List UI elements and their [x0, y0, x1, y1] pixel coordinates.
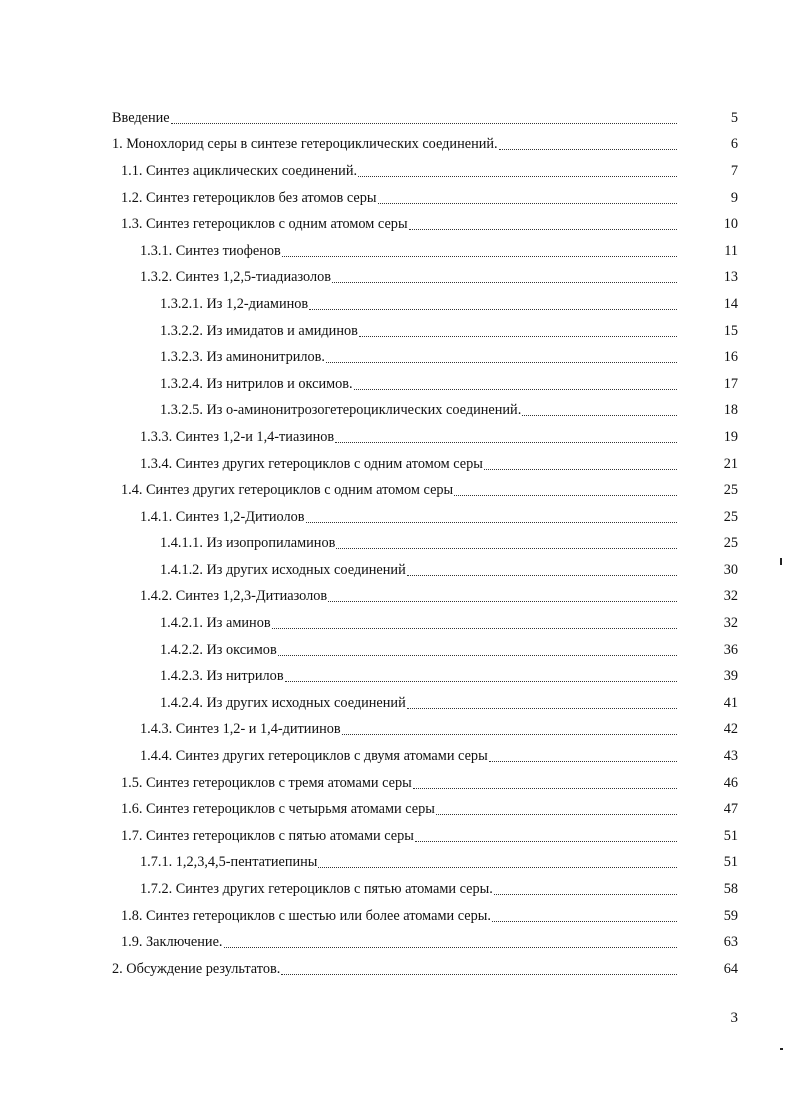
- toc-entry-title: 2. Обсуждение результатов.: [112, 960, 281, 977]
- toc-entry-page: 51: [723, 854, 738, 871]
- toc-entry-title: 1.8. Синтез гетероциклов с шестью или более атомами серы.: [121, 907, 491, 924]
- toc-entry-title: 1.3.2.4. Из нитрилов и оксимов.: [160, 375, 353, 392]
- toc-entry-title: 1. Монохлорид серы в синтезе гетероциклических соединений.: [112, 136, 498, 153]
- toc-entry-page: 63: [723, 934, 738, 951]
- table-of-contents: [0, 105, 796, 983]
- toc-entry-title: 1.4.2.3. Из нитрилов: [160, 668, 284, 685]
- page-number: 3: [730, 1010, 738, 1026]
- toc-entry-title: 1.3.1. Синтез тиофенов: [140, 242, 281, 259]
- toc-entry-page: 6: [730, 136, 738, 153]
- toc-entry: [0, 690, 796, 717]
- toc-entry-title: 1.7.1. 1,2,3,4,5-пентатиепины: [140, 854, 318, 871]
- toc-entry-page: 21: [723, 455, 738, 472]
- toc-entry: [0, 637, 796, 664]
- toc-entry-page: 64: [723, 960, 738, 977]
- scan-speck: [780, 558, 782, 565]
- toc-dot-leader: [328, 601, 677, 602]
- toc-entry: [0, 265, 796, 292]
- toc-entry: [0, 211, 796, 238]
- toc-entry: [0, 185, 796, 212]
- toc-entry-page: 42: [723, 721, 738, 738]
- toc-dot-leader: [492, 921, 677, 922]
- toc-dot-leader: [522, 415, 677, 416]
- toc-dot-leader: [415, 841, 677, 842]
- toc-entry-title: 1.3.4. Синтез других гетероциклов с одним атомом серы: [140, 455, 483, 472]
- toc-entry: [0, 956, 796, 983]
- toc-entry-page: 46: [723, 774, 738, 791]
- toc-entry: [0, 823, 796, 850]
- toc-dot-leader: [489, 761, 677, 762]
- toc-entry: [0, 477, 796, 504]
- toc-entry-page: 41: [723, 694, 738, 711]
- toc-dot-leader: [278, 655, 677, 656]
- toc-entry: [0, 743, 796, 770]
- toc-entry-title: Введение: [112, 109, 170, 126]
- toc-entry: [0, 584, 796, 611]
- toc-entry-title: 1.4.2.2. Из оксимов: [160, 641, 277, 658]
- toc-entry: [0, 876, 796, 903]
- toc-entry: [0, 344, 796, 371]
- toc-entry-title: 1.4.1.2. Из других исходных соединений: [160, 561, 406, 578]
- toc-dot-leader: [332, 282, 677, 283]
- toc-entry-title: 1.4.2.1. Из аминов: [160, 615, 271, 632]
- toc-entry: [0, 770, 796, 797]
- toc-entry-title: 1.4.4. Синтез других гетероциклов с двумя атомами серы: [140, 748, 488, 765]
- toc-entry: [0, 796, 796, 823]
- toc-entry-page: 58: [723, 881, 738, 898]
- toc-entry-title: 1.3.2.5. Из о-аминонитрозогетероциклических соединений.: [160, 402, 522, 419]
- toc-dot-leader: [318, 867, 677, 868]
- toc-entry-page: 5: [730, 109, 738, 126]
- toc-entry-page: 39: [723, 668, 738, 685]
- toc-entry: [0, 105, 796, 132]
- toc-entry-title: 1.4.1. Синтез 1,2-Дитиолов: [140, 508, 305, 525]
- toc-entry-page: 32: [723, 615, 738, 632]
- toc-entry-page: 25: [723, 482, 738, 499]
- toc-entry: [0, 850, 796, 877]
- toc-dot-leader: [272, 628, 677, 629]
- toc-entry: [0, 929, 796, 956]
- toc-entry-page: 36: [723, 641, 738, 658]
- toc-dot-leader: [359, 336, 677, 337]
- toc-dot-leader: [326, 362, 677, 363]
- toc-entry-page: 30: [723, 561, 738, 578]
- toc-entry: [0, 238, 796, 265]
- toc-entry-page: 13: [723, 269, 738, 286]
- toc-dot-leader: [499, 149, 677, 150]
- toc-entry-page: 17: [723, 375, 738, 392]
- scan-speck: [780, 1048, 783, 1050]
- toc-entry: [0, 610, 796, 637]
- toc-entry-page: 32: [723, 588, 738, 605]
- toc-entry-page: 11: [724, 242, 738, 259]
- toc-dot-leader: [407, 708, 677, 709]
- toc-entry-page: 25: [723, 535, 738, 552]
- toc-entry-page: 18: [723, 402, 738, 419]
- toc-entry: [0, 398, 796, 425]
- toc-entry-title: 1.3.2. Синтез 1,2,5-тиадиазолов: [140, 269, 331, 286]
- toc-entry-title: 1.1. Синтез ациклических соединений.: [121, 162, 358, 179]
- toc-entry: [0, 504, 796, 531]
- toc-dot-leader: [436, 814, 677, 815]
- toc-entry: [0, 318, 796, 345]
- toc-dot-leader: [494, 894, 677, 895]
- toc-dot-leader: [336, 548, 677, 549]
- toc-entry-title: 1.5. Синтез гетероциклов с тремя атомами серы: [121, 774, 412, 791]
- toc-dot-leader: [282, 256, 677, 257]
- toc-entry-page: 16: [723, 349, 738, 366]
- toc-entry: [0, 531, 796, 558]
- toc-entry-title: 1.4.2.4. Из других исходных соединений: [160, 694, 406, 711]
- toc-entry-title: 1.7.2. Синтез других гетероциклов с пятью атомами серы.: [140, 881, 493, 898]
- toc-entry: [0, 451, 796, 478]
- toc-entry-title: 1.3.2.2. Из имидатов и амидинов: [160, 322, 358, 339]
- toc-entry: [0, 903, 796, 930]
- toc-entry-title: 1.4.1.1. Из изопропиламинов: [160, 535, 336, 552]
- toc-dot-leader: [409, 229, 677, 230]
- toc-entry-title: 1.9. Заключение.: [121, 934, 223, 951]
- toc-dot-leader: [171, 123, 677, 124]
- toc-dot-leader: [358, 176, 677, 177]
- toc-entry: [0, 158, 796, 185]
- toc-entry-title: 1.3.2.1. Из 1,2-диаминов: [160, 295, 309, 312]
- toc-entry-page: 19: [723, 428, 738, 445]
- toc-dot-leader: [285, 681, 677, 682]
- toc-entry-page: 25: [723, 508, 738, 525]
- toc-entry-page: 43: [723, 748, 738, 765]
- toc-dot-leader: [378, 203, 678, 204]
- toc-entry: [0, 557, 796, 584]
- toc-dot-leader: [342, 734, 677, 735]
- toc-entry-title: 1.4.3. Синтез 1,2- и 1,4-дитиинов: [140, 721, 341, 738]
- toc-dot-leader: [335, 442, 677, 443]
- toc-dot-leader: [407, 575, 677, 576]
- toc-entry-page: 7: [730, 162, 738, 179]
- toc-entry: [0, 717, 796, 744]
- toc-entry: [0, 291, 796, 318]
- toc-entry-title: 1.4. Синтез других гетероциклов с одним атомом серы: [121, 482, 454, 499]
- toc-dot-leader: [309, 309, 677, 310]
- toc-entry: [0, 424, 796, 451]
- toc-dot-leader: [454, 495, 677, 496]
- toc-entry-page: 9: [730, 189, 738, 206]
- toc-entry-title: 1.2. Синтез гетероциклов без атомов серы: [121, 189, 377, 206]
- toc-entry: [0, 132, 796, 159]
- toc-dot-leader: [484, 469, 677, 470]
- toc-dot-leader: [306, 522, 678, 523]
- toc-entry-title: 1.3.2.3. Из аминонитрилов.: [160, 349, 325, 366]
- toc-entry-title: 1.6. Синтез гетероциклов с четырьмя атомами серы: [121, 801, 435, 818]
- toc-entry-page: 15: [723, 322, 738, 339]
- toc-entry-page: 47: [723, 801, 738, 818]
- toc-entry-title: 1.3. Синтез гетероциклов с одним атомом серы: [121, 216, 408, 233]
- toc-dot-leader: [354, 389, 677, 390]
- toc-entry-page: 14: [723, 295, 738, 312]
- toc-entry-title: 1.4.2. Синтез 1,2,3-Дитиазолов: [140, 588, 328, 605]
- toc-dot-leader: [281, 974, 677, 975]
- toc-entry-page: 10: [723, 216, 738, 233]
- toc-entry-title: 1.3.3. Синтез 1,2-и 1,4-тиазинов: [140, 428, 335, 445]
- toc-dot-leader: [224, 947, 677, 948]
- toc-entry-title: 1.7. Синтез гетероциклов с пятью атомами серы: [121, 827, 414, 844]
- toc-entry: [0, 371, 796, 398]
- toc-dot-leader: [413, 788, 677, 789]
- toc-entry: [0, 663, 796, 690]
- toc-entry-page: 51: [723, 827, 738, 844]
- toc-entry-page: 59: [723, 907, 738, 924]
